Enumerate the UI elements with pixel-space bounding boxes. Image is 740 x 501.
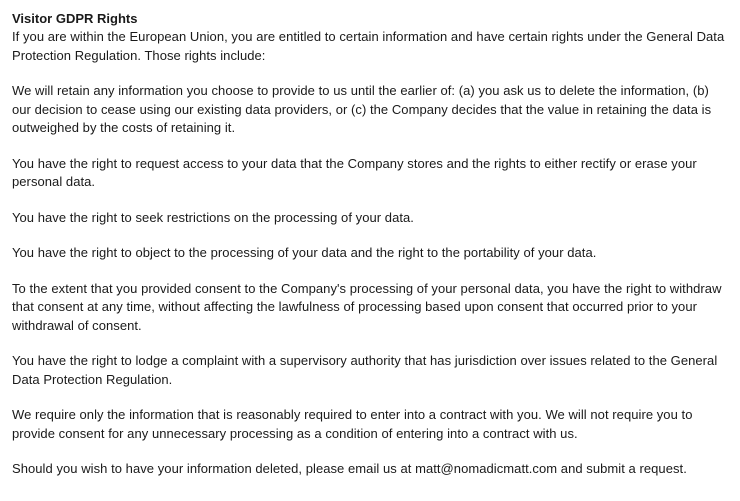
section-heading: Visitor GDPR Rights bbox=[12, 11, 138, 26]
paragraph-retention: We will retain any information you choose to provide to us until the earlier of: (a) you ask us to delete the information, (b) our decision to cease using our existing data providers, or (c) the Company decides that the value in retaining the data is outweighed by the costs of retaining it. bbox=[12, 83, 712, 135]
paragraph-complaint-right: You have the right to lodge a complaint with a supervisory authority that has jurisdiction over issues related to the General Data Protection Regulation. bbox=[12, 353, 718, 387]
paragraph-consent-withdrawal: To the extent that you provided consent to the Company's processing of your personal data, you have the right to withdraw that consent at any time, without affecting the lawfulness of processing based upon consent that occurred prior to your withdrawal of consent. bbox=[12, 280, 722, 333]
paragraph-contract-requirement: We require only the information that is reasonably required to enter into a contract with you. We will not require you to provide consent for any unnecessary processing as a condition of entering into a contract with us. bbox=[12, 407, 693, 441]
paragraph-objection-right: You have the right to object to the processing of your data and the right to the portability of your data. bbox=[12, 245, 597, 260]
paragraph-access-right: You have the right to request access to your data that the Company stores and the rights to either rectify or erase your personal data. bbox=[12, 155, 697, 189]
paragraph-intro: If you are within the European Union, you are entitled to certain information and have certain rights under the General Data Protection Regulation. Those rights include: bbox=[12, 29, 725, 63]
paragraph-deletion-request: Should you wish to have your information deleted, please email us at matt@nomadicmatt.com and submit a request. bbox=[12, 461, 687, 476]
paragraph-restriction-right: You have the right to seek restrictions on the processing of your data. bbox=[12, 209, 414, 225]
